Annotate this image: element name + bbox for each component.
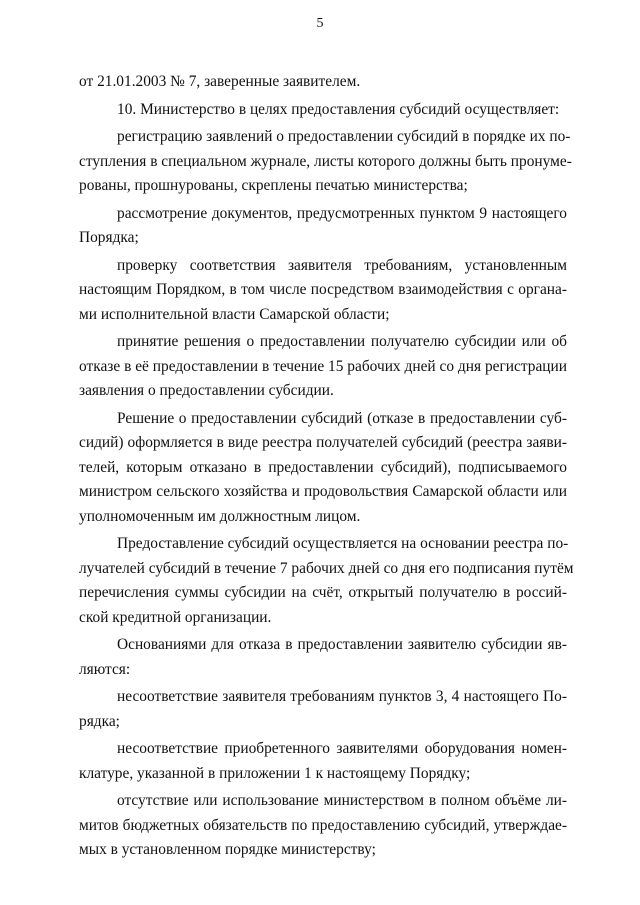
text-line: принятие решения о предоставлении получателю субсидии или об	[117, 333, 567, 350]
text-line: ступления в специальном журнале, листы которого должны быть пронуме-	[79, 152, 572, 170]
paragraph	[79, 789, 567, 863]
paragraph	[79, 737, 567, 786]
document-body	[79, 70, 574, 866]
text-line: перечисления суммы субсидии на счёт, открытый получателю в россий-	[79, 584, 567, 601]
text-line: настоящим Порядком, в том числе посредством взаимодействия с органа-	[79, 281, 567, 298]
paragraph	[79, 407, 567, 530]
text-line: проверку соответствия заявителя требованиям, установленным	[117, 256, 567, 274]
text-line: несоответствие приобретенного заявителями оборудования номен-	[117, 740, 567, 757]
text-line: 10. Министерство в целях предоставления субсидий осуществляет:	[117, 100, 560, 118]
paragraph	[79, 202, 567, 251]
text-line: рованы, прошнурованы, скреплены печатью министерства;	[79, 177, 468, 194]
paragraph	[79, 98, 567, 123]
paragraph	[79, 633, 567, 682]
text-line: несоответствие заявителя требованиям пунктов 3, 4 настоящего По-	[117, 688, 567, 705]
text-line: Решение о предоставлении субсидий (отказе в предоставлении суб-	[117, 409, 567, 427]
text-line: митов бюджетных обязательств по предоставлению субсидий, утверждае-	[79, 816, 567, 834]
paragraph	[79, 70, 567, 95]
text-line: лучателей субсидий в течение 7 рабочих дней со дня его подписания путём	[79, 559, 574, 577]
paragraph	[79, 685, 567, 734]
text-line: рассмотрение документов, предусмотренных пунктом 9 настоящего	[117, 204, 567, 222]
text-line: заявления о предоставлении субсидии.	[79, 382, 334, 399]
text-line: Предоставление субсидий осуществляется на основании реестра по-	[117, 535, 569, 552]
text-line: ской кредитной организации.	[79, 608, 272, 626]
paragraph	[79, 254, 567, 328]
text-line: мых в установленном порядке министерству;	[79, 841, 376, 858]
paragraph	[79, 330, 567, 404]
text-line: телей, которым отказано в предоставлении субсидий), подписываемого	[79, 458, 567, 476]
text-line: рядка;	[79, 712, 120, 730]
text-line: ляются:	[79, 660, 131, 678]
text-line: Порядка;	[79, 229, 139, 246]
text-line: регистрацию заявлений о предоставлении субсидий в порядке их по-	[117, 128, 571, 145]
text-line: уполномоченным им должностным лицом.	[79, 507, 361, 525]
paragraph	[79, 125, 572, 199]
text-line: сидий) оформляется в виде реестра получателей субсидий (реестра заяви-	[79, 434, 567, 451]
text-line: ми исполнительной власти Самарской области;	[79, 305, 390, 323]
paragraph	[79, 532, 574, 630]
text-line: Основаниями для отказа в предоставлении заявителю субсидии яв-	[117, 636, 567, 653]
page-number: 5	[316, 16, 324, 31]
text-line: отказе в её предоставлении в течение 15 рабочих дней со дня регистрации	[79, 357, 567, 375]
text-line: отсутствие или использование министерством в полном объёме ли-	[117, 792, 567, 809]
text-line: от 21.01.2003 № 7, заверенные заявителем.	[79, 73, 361, 90]
text-line: клатуре, указанной в приложении 1 к настоящему Порядку;	[79, 764, 471, 782]
text-line: министром сельского хозяйства и продовольствия Самарской области или	[79, 483, 567, 500]
